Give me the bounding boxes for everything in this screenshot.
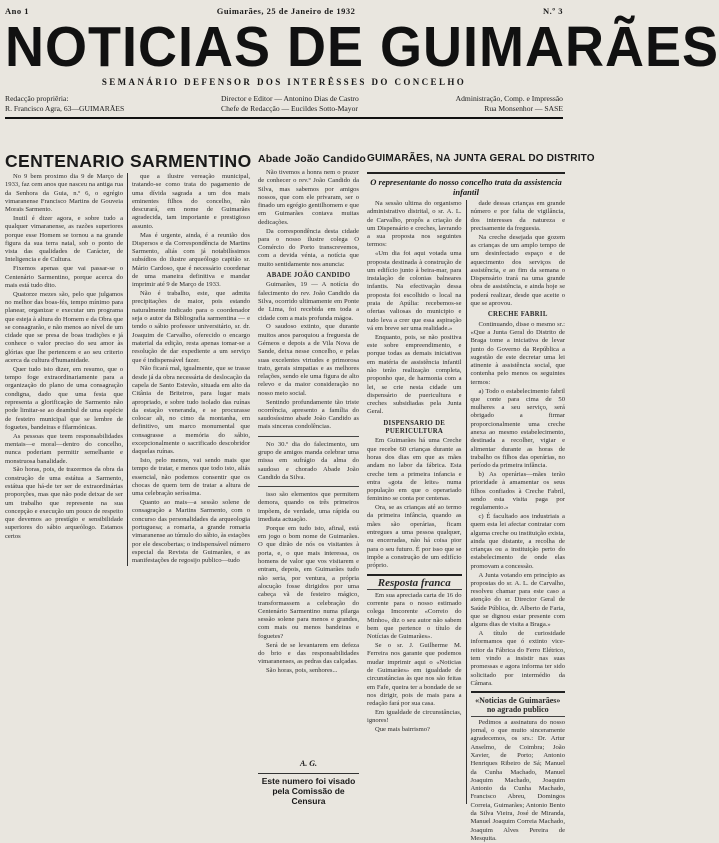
article-signature: A. G. — [299, 759, 318, 768]
section-creche-fabril: CRECHE FABRIL — [487, 311, 548, 319]
article-title-agrado: «Noticias de Guimarães» no agrado publico — [475, 696, 561, 714]
masthead-infobar — [5, 91, 563, 119]
redaction-info: Redacção propriêria: R. Francisco Agra, 63—GUIMARÃES — [5, 94, 125, 113]
column-right — [367, 149, 595, 842]
article-columns — [5, 149, 595, 842]
article-centenario-col1: No 9 bem proximo dia 9 de Março de 1933, faz cem anos que nasceu na antiga rua da Senhora da Guia, n.º 6, o egrégio vimaranense Francisco Martins de Gouveia Morais Sarmento. Inutil é dizer agora, e sobre tudo a qualquer vimaranense, as razões superiores porque esse Homem se tornou a na grande figura da sua terra natal, sob o ponto de vista das qualidades de Carácter, de Inteligencia e de Cultura. Fixemos apenas que vai passar-se o Centenário Sarmentino, porque acerca do mais está tudo dito. Quatorze mezes são, pelo que julgamos no melhor das boas-fés, tempo mínimo para planear, organizar e executar um programa que esteja à altura do Homem e da Obra que se consagrarão, e não menos ao nível de um cidade que se presa de boas tradições e já conhece o valor preciso do seu amor às glórias que lhe pertencem e ao seu criterio acerca da cultura d'humanidade. Quer tudo isto dizer, em resumo, que o tempo foge extraordinariamente para a organização do plano de uma consagração condigna, dado que uma festa que representa a glorificação de Sarmento não pode limitar-se ao deambul de uma espécie de festeiro municipal que se lembre de foguetes, bandeiras e filarmónicas. As pessoas que teem responsabilidades mentais—e moral—dentro do concelho, nunca poderiam permitir semelhante e monstruosa banalidade. São horas, pois, de trazermos da obra da construção de uma estátua a Sarmento, estátua que há-de ter ser de extraordinárias proporções, mas que não pode deixar de ser um trabalho que represente na sua concepção e execução um pouco de respeito que devemos ao prestígio e sensibilidade superiores do sábio arqueólogo. Estamos certos — [5, 173, 123, 540]
article-title-junta: GUIMARÃES, NA JUNTA GERAL DO DISTRITO — [367, 153, 595, 164]
section-abade-sub: ABADE JOÃO CANDIDO — [266, 272, 351, 280]
censorship-notice: Este numero foi visado pela Comissão de Censura — [258, 773, 359, 800]
article-junta-col2: dade dessas crianças em grande número e por falta de vigilância, dos interesses da natureza e precisamente da freguesia. Na creche desejada que gozem as crianças de um amplo tempo de um desinfectado espaço e de aquecimento dos serviços de assistência, e ao fim da semana o Dispensário trará na uma grande obra de assistência, e ainda hoje se poderá realizar, desde que aceite o que se aprovou. CRECHE FABRIL Continuando, disse o mesmo sr.: «Que a Junta Geral do Distrito de Braga tome a iniciativa de levar junto do Governo da República a sugestão de este decretar uma lei atinente à assistência social, que contenha pelo menos os seguintes termos: a) Todo o estabelecimento fabril que conte para cima de 50 mulheres a seu serviço, será obrigado a firmar proporcionalmente uma creche anexa ao mesmo estabelecimento, destinada a recolher, vigiar e alimentar durante as horas de trabalho os filhos das operárias, no período da primeira infância. b) As operárias—mães terão prioridade à amamentar os seus filhos confiados à Creche Fabril, sendo esta visita paga por regulamento.» c) É facultado aos industriais a quem esta lei afectar contratar com alguma creche ou instituição exista, ainda que distante, a recolha de crianças ou a instituição perto do estabelecimento de onde elas promovam a concessão. A Junta votando em princípio as propostas do sr. A. L. de Carvalho, resolveu chamar para este caso a atenção do sr. Director Geral de Saúde Pública, dr. Alberto de Faria, que se dignou estar presente com alguns dias de visita a Braga.» A título de curiosidade informamos que ó extinto vice-reitor da Fábrica do Ferro Elétrico, tem vindo a insistir nas suas promessas e agora informa ter sido solicitado por intermédio da Câmara. «Noticias de Guimarães» no agrado publico Pedimos a assinatura do nosso jornal, o que muito sinceramente agradecemos, os srs.: Dr. Artur Anselmo, de Coimbra; João Xavier, de Porto; Antonio Henriques Ribeiro de Sá; Manuel da Cunha Machado, Manuel Joaquim Machado, Joaquim Antonio da Cunha Machado, Francisco Abreu, Domingos Correia, Guimarães; Antonio Bento da Silva Vieira, José de Miranda, Manuel Joaquim Correia Machado, Joaquim Alves Pereira de Mesquita. — [470, 200, 565, 842]
article-centenario-col2: que a ilustre vereação municipal, tratando-se como trata do pagamento de uma dívida sagrada a um dos mais eminentes filhos do concelho, não descurará, em nome de Guimarães agradecida, tam importante e prestigioso assunto. Mas é urgente, ainda, é a reunião dos Dispersos e da Correspondência de Martins Sarmento, aliás com já notabilíssimos subsídios do ilustre arqueólogo capitão sr. Mário Cardoso, que é necessário coordenar de uma maneira definitiva e mandar imprimir até 9 de Março de 1933. Não é trabalho, este, que admita precipitações de maior, pois estando naturalmente indicado para o coordenador seja o autor da Bibliografia sarmentina — e tendo o sábio professor universitário, sr. dr. Joaquim de Carvalho, oferecido o encargo material da edição, resta apenas tomar-se a resolução de dar expediente a um serviço que é indispensável fazer. Não ficará mal, igualmente, que se trasse desde já da obra necessária de deslocação da capela de Santo Estevão, situada em alto da Citânia de Briteiros, para lugar mais apropriado, e sobre tudo isolado das ruínas da estação veneranda, e se procurasse colocar ali, no cimo da montanha, em definitivo, um marco monumental que consagrasse a memória do sábio, excepcionalmente o sacrificado descobridor daquelas ruínas. Isto, pelo menos, vai sendo mais que tempo de tratar, e menos que todo isto, aliás essencial, não podemos consentir que os chocas de quem tem de tratar a altura de uma celebração seríssima. Quanto ao mais—a sessão solene de consagração a Martins Sarmento, com o concurso das personalidades da arqueologia portuguesa; a romaria, a grande romaria vimaranense ao túmulo do sábio, às estações por ele descobertas; o indispensável número especial da Revista de Guimarães, e as manifestações de regosijo publico—tudo — [132, 173, 250, 565]
article-title-resposta: Resposta franca — [377, 576, 451, 589]
administration-info: Administração, Comp. e Impressão Rua Monsenhor — SASE — [455, 94, 563, 113]
issue-number: N.º 3 — [543, 6, 563, 16]
section-dispensario: DISPENSARIO DE PUERICULTURA — [383, 419, 446, 436]
article-junta-col1: Na sessão ultima do organismo administrativo distrital, o sr. A. L. de Carvalho, propôs a criação de um Dispensário e creches, lavrando a sua proposta nos seguintes termos: «Um dia foi aqui votada uma proposta destinada à construção de um edifício junto à beira-mar, para instalação de colonias balneares infantis. Na efectivação dessa proposta foi escolhido o local na praia de Apúlia: recebemos-se ofertas valiosas do municipio e tudo leva a crer que essa aspiração vá em breve ser uma realidade.» Enquanto, pois, se não positiva este sobre empreendimento, e porque todas as demais iniciativas em matéria de assistência infantil não terão realização completa, proponho que, de harmonia com a lei, se crie nesta cidade um dispensário de puericultura e creches subsidiadas pela Junta Geral. DISPENSARIO DE PUERICULTURA Em Guimarães há uma Creche que recebe 60 crianças durante as horas dos dias em que as mães andam no labor da fábrica. Esta creche tem a primeira infancia e entra «gota de leite» numa população em que o operariado feminino se conta por centenas. Ora, se as crianças até ao termo da primeira infância, quando as mães são operárias, ficam entregues a uma pessoa qualquer, ou encerradas, não há coisa pior para o seu futuro. É por isso que se impõe a construção de um edifício próprio. Resposta franca Em sua apreciada carta de 16 do corrente para o nosso estimado colega Imcorente «Correio do Minho», diz o seu autor não sabem bem que pertence o título de Notícias de Guimarães». Se o sr. J. Guilherme M. Ferreira nos garante que podemos mudar imprimir aqui o «Noticias de Guimarães» em igualdade de circunstâncias às que nos são feitas em Fafe, queira ter a bondade de se nos dirigir, pois de mais para a redação fará por sua casa. Em igualdade de circunstâncias, ignores! Que mais bairrismo? — [367, 200, 462, 734]
column-middle — [258, 149, 367, 806]
column-left-wide — [5, 149, 250, 800]
issue-year: Ano 1 — [5, 6, 29, 16]
article-title-abade: Abade João Candido — [258, 153, 367, 165]
article-title-centenario: CENTENARIO SARMENTINO — [5, 151, 252, 171]
masthead-tagline: SEMANÁRIO DEFENSOR DOS INTERÊSSES DO CONCELHO — [101, 77, 467, 87]
editor-info: Director e Editor — Antonino Dias de Castro Chefe de Redacção — Eucildes Sotto-Mayor — [221, 94, 359, 113]
issue-place-date: Guimarães, 25 de Janeiro de 1932 — [216, 6, 356, 16]
article-abade-body: Não tivemos a honra nem o prazer de conhecer o rev.º João Candido da Silva, mas sabemos por amigos nossos, que com ele privaram, ser o finado um egrégio gentilhomem e que em Guimarães contava muitas dedicações. Da correspondência desta cidade para o nosso ilustre colega O Comércio do Porto transcrevemos, com a devida vénia, a notícia que muito sentidamente nos anuncia: ABADE JOÃO CANDIDO Guimarães, 19 — A notícia do falecimento do rev. João Candido da Silva, ocorrido ultimamente em Ponte de Lima, foi recebida em toda a cidade com a mais profunda mágoa. O saudoso extinto, que durante muitos anos paroquiou a freguesia de Gémeos e depois a de Vila Nova de Sande, deixa nesse concelho, e pelas suas excelentes virtudes e primorosa trato, gerais simpatias e as melhores relações, sendo ele uma figura de alto relevo e da maior consideração no nosso meio social. Sentindo profundamente tão triste ocorrência, apresento a família do saudosíssimo abade João Candido as mais sinceras condolências. No 30.º dia do falecimento, um grupo de amigos manda celebrar uma missa em sufrágio da alma do saudoso e chorado Abade João Candido da Silva. isso são elementos que permitem demora, quando os três primeiros impõem, de verdade, uma rápida ou imediata actuação. Porque em tudo isto, afinal, está em jogo o bom nome de Guimarães. O que dirão de nós os visitantes à porta, e, o que mais interessa, os homens de valor que vos visitarem e entram, depois, em Guimarães tudo não seria, por ventura, a própria alocução fosse dirigidos por uma cabeça vã de festeiro mágico, transformassem a celebração do Centenário Sarmentino numa pilarga sessão solene para menos e grandes, com mais ou menos bandeiras e foguetes? Será de se levantarem em defeza do brio e das responsabilidades vimaranenses, as pedras das calçadas. São horas, pois, senhores... — [258, 169, 359, 674]
masthead-title: NOTICIAS DE GUIMARÃES — [5, 15, 719, 79]
article-junta-subhead: O representante do nosso concelho trata da assistencia infantil — [370, 177, 562, 197]
